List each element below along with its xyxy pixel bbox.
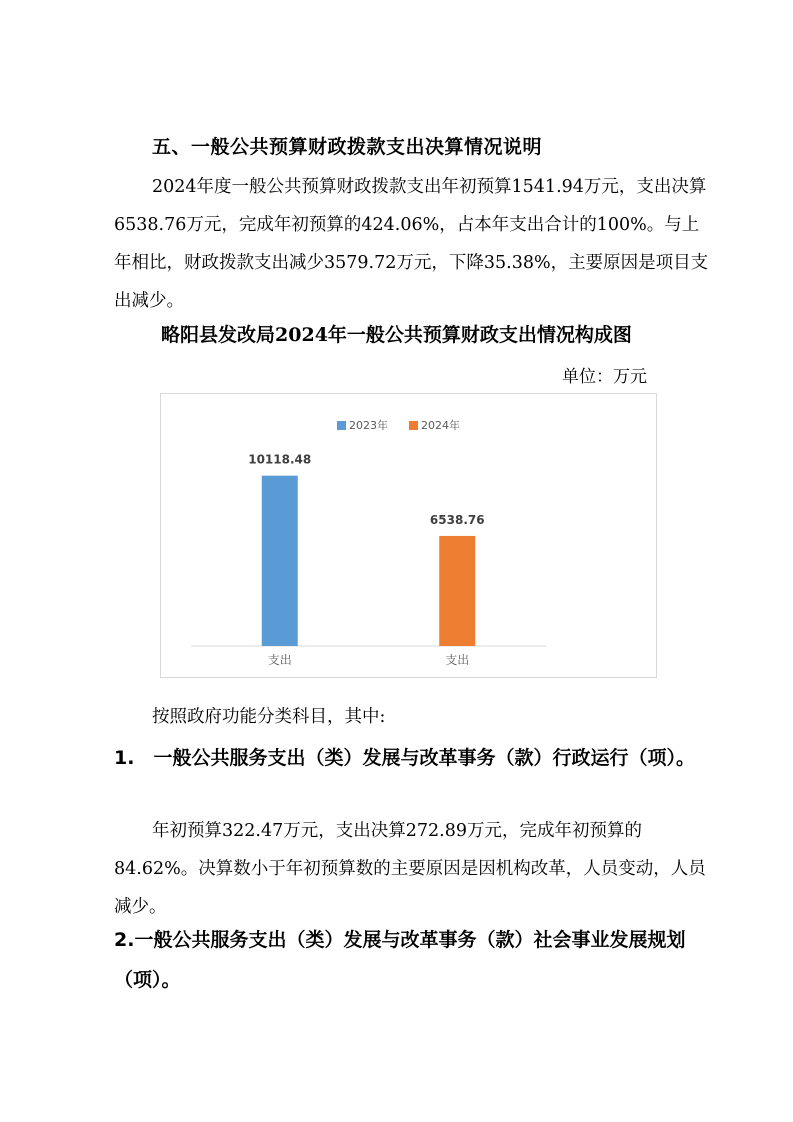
item1-body-text: 年初预算322.47万元，支出决算272.89万元，完成年初预算的84.62%。决算数小于年初预算数的主要原因是因机构改革，人员变动，人员减少。 bbox=[114, 821, 706, 917]
detail-intro: 按照政府功能分类科目，其中: bbox=[152, 707, 386, 727]
legend-label-2: 2024年 bbox=[421, 419, 460, 432]
section-paragraph bbox=[114, 168, 714, 320]
bar-2 bbox=[439, 536, 475, 646]
bar-chart-svg bbox=[161, 394, 656, 677]
data-label-1: 10118.48 bbox=[248, 452, 312, 467]
item1-body bbox=[114, 812, 714, 926]
bar-1 bbox=[262, 476, 298, 646]
x-tick-label-1: 支出 bbox=[267, 653, 292, 667]
legend-swatch-2 bbox=[409, 421, 418, 430]
unit-label: 单位：万元 bbox=[562, 367, 647, 387]
section-title: 五、一般公共预算财政拨款支出决算情况说明 bbox=[152, 136, 543, 158]
chart-heading: 略阳县发改局2024年一般公共预算财政支出情况构成图 bbox=[161, 324, 632, 346]
item1-heading: 1. 一般公共服务支出（类）发展与改革事务（款）行政运行（项）。 bbox=[114, 747, 695, 769]
x-tick-label-2: 支出 bbox=[445, 653, 470, 667]
data-label-2: 6538.76 bbox=[429, 512, 485, 527]
legend-swatch-1 bbox=[337, 421, 346, 430]
section-paragraph-text: 2024年度一般公共预算财政拨款支出年初预算1541.94万元，支出决算6538.76万元，完成年初预算的424.06%，占本年支出合计的100%。与上年相比，财政拨款支出减少3579.72万元，下降35.38%，主要原因是项目支出减少。 bbox=[114, 177, 709, 311]
legend-label-1: 2023年 bbox=[349, 419, 388, 432]
bar-chart bbox=[160, 393, 657, 678]
item2-heading: 2.一般公共服务支出（类）发展与改革事务（款）社会事业发展规划（项）。 bbox=[114, 929, 686, 991]
